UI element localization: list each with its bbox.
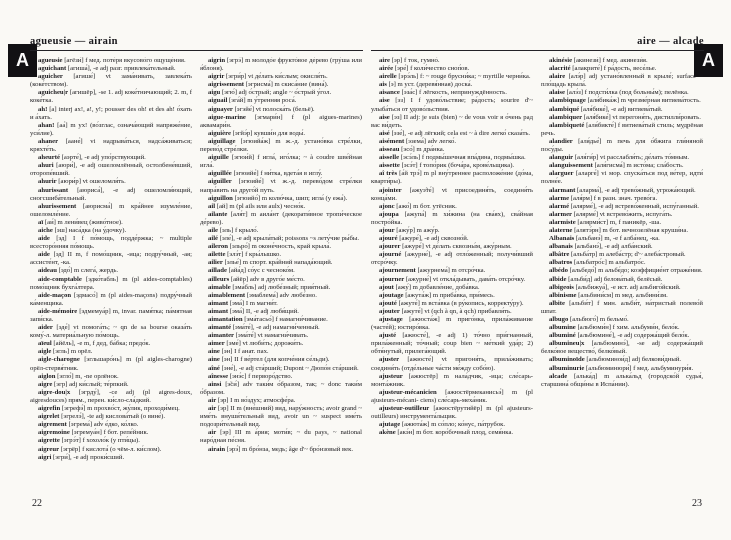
dictionary-entry: alarmiste [алярми́ст] m, f паникёр, -ша. (549, 218, 662, 226)
headword: ahurir (38, 178, 57, 186)
dictionary-entry: alambiquer [аля́бике́] vt перегоня́ть, дистилли́ровать. (549, 113, 701, 121)
dictionary-entry: aide-mémoire [эдмемуа́р] m, invar. памя́тка; па́мятная запи́ска. (30, 307, 192, 323)
dictionary-entry: ajouté [ажуте́] m вста́вка (в ру́копись, корректу́ру). (379, 299, 524, 307)
headword: aigrin (208, 57, 226, 64)
headword: albuminurie (549, 364, 585, 372)
dictionary-entry: aise [эз] I f удово́льствие; ра́дость; sourire d'~ улыба́ться от удово́льствия. (371, 97, 533, 113)
headword: ajournement (379, 267, 416, 275)
running-head-left: agueusie — airain (30, 36, 363, 51)
headword: aguichant (38, 65, 67, 73)
dictionary-entry: ahurissant [аюриса́], -e adj ошеломля́ющий, сногсшиба́тельный. (30, 186, 192, 202)
headword: aine (208, 348, 220, 356)
dictionary-entry: aide-maçon [эдмасо́] m (pl aides-maçons) подру́чный ка́менщика. (30, 291, 192, 307)
dictionary-entry: aimer [эме́] vt люби́ть; дорожи́ть. (208, 340, 304, 348)
headword: aiguayer (208, 105, 233, 113)
dictionary-entry: aisément [эзема́] adv легко́. (379, 137, 456, 145)
dictionary-entry: aiguillon [эгюийо́] m колю́чка, шип; игла́ (у ежа́). (208, 194, 348, 202)
headword: aigle (38, 348, 52, 356)
headword: albide (549, 275, 567, 283)
dictionary-entry: ailier [элье́] m спорт. кра́йний напада́ющий. (208, 259, 333, 267)
dictionary-entry: aiguillage [эгюийа́ж] m ж.-д. устано́вка стре́лки, перево́д стре́лки. (200, 137, 362, 154)
headword: alanguir (549, 154, 574, 162)
headword: aï (38, 218, 44, 226)
dictionary-entry: ailleurs [айёр] adv в друго́е ме́сто. (208, 275, 305, 283)
dictionary-entry: aide [эд] I f по́мощь, подде́ржка; ~ multiple всесторо́нняя по́мощь. (30, 235, 192, 251)
headword: ailette (208, 251, 226, 259)
dictionary-entry: aînesse [энэ́с] f перворо́дство. (208, 372, 293, 380)
dictionary-entry: ajusteur-mécanicien [ажюстёрмеканисьэ́] m (pl ajusteurs-mécani- ciens) сле́сарь-меха́ник. (371, 388, 533, 404)
dictionary-entry: aguicher [агише́] vt зама́нивать, завлека́ть (коке́тством). (30, 73, 192, 89)
headword: ah! (38, 105, 48, 113)
dictionary-entry: aileron [эльро́] m оконе́чность, край крыла́. (208, 243, 332, 251)
headword: aîné (208, 364, 220, 372)
headword: ajoupa (379, 210, 399, 218)
dictionary-entry: ajour [ажу́р] m ажу́р. (379, 226, 440, 234)
dictionary-entry: aigrement [эгрема́] adv е́дко, ко́лко. (38, 421, 139, 429)
headword: ail (208, 202, 216, 210)
dictionary-entry: agueusie [агёзи́] f мед. поте́ря вкусово́го ощуще́ния. (38, 57, 186, 64)
dictionary-entry: aiglon [эгло́] m, -ne орлёнок. (38, 372, 119, 380)
headword: aise (379, 113, 390, 121)
dictionary-entry: airelle [эрэ́ль] f: ~ rouge брусни́ка; ~ myrtille черни́ка. (379, 73, 531, 81)
headword: aigri (38, 453, 52, 461)
headword: aissette (379, 162, 400, 170)
dictionary-entry: ajuster [ажюсте́] vt пригоня́ть, прила́живать; соединя́ть (отде́льные ча́сти ме́жду собо́ю). (371, 356, 533, 372)
dictionary-entry: alaterne [алятэ́рн] m бот. вечнозелёная круши́на. (549, 226, 689, 234)
headword: alambiquage (549, 97, 586, 105)
dictionary-entry: ahuri [аюри́], -e adj ошеломлённый, остолбене́вший, оторопе́вший. (30, 162, 192, 178)
dictionary-entry: air [эр] I m во́здух; атмосфе́ра. (208, 396, 296, 404)
headword: air (208, 396, 217, 404)
headword: aiguail (208, 97, 228, 105)
headword: aî très (379, 170, 398, 178)
dictionary-entry: aigreur [эгрёр] f кислота́ (о чём-л. ки́слом). (38, 445, 162, 453)
dictionary-entry: aguicheu|r [агишёр], -se 1. adj коке́тничающий; 2. m, f коке́тка. (30, 89, 192, 105)
headword: alaterne (549, 226, 573, 234)
headword: aigrir (208, 73, 225, 81)
dictionary-entry: alambiqué [аля́бике́], -e adj витиева́тый. (549, 105, 663, 113)
dictionary-entry: aïeul [айёль], -e m, f дед, ба́бка; предо́к. (38, 340, 151, 348)
dictionary-entry: ahurissement [аюрисма́] m кра́йнее изумле́ние, ошеломле́ние. (30, 202, 192, 218)
headword: aînesse (208, 372, 229, 380)
dictionary-entry: alacrité [алакрите́] f ра́дость, весе́лье. (549, 65, 657, 73)
dictionary-entry: albumine [альбюми́н] f хим. альбуми́н, бело́к. (549, 324, 680, 332)
dictionary-entry: aigu [эгю́] adj о́стрый; angle ~ о́стрый у́гол. (208, 89, 332, 97)
headword: ahurissement (38, 202, 77, 210)
dictionary-entry: aigue-marine [эгмари́н] f (pl aigues-marines) аквамари́н. (200, 113, 362, 129)
dictionary-entry: aissette [эсэ́т] f топо́рик (боча́ра, крове́льщика). (379, 162, 515, 170)
text-column (371, 57, 533, 489)
dictionary-entry: aigrefin [эгрефэ́] m прохво́ст, жу́лик, проходи́мец. (38, 405, 180, 413)
dictionary-entry: aider [эде́] vt помога́ть; ~ qn de sa bourse оказа́ть кому́-л. материа́льную по́мощь. (30, 324, 192, 340)
dictionary-entry: aiguille [эгюи́й] f игла́, иго́лка; ~ à coudre шве́йная игла́. (200, 154, 362, 170)
dictionary-entry: ajourné [ажурне́], -e adj отло́женный; получи́вший отсро́чку. (371, 251, 533, 267)
dictionary-entry: alambiquage [аля́бика́ж] m чрезме́рная витиева́тость. (549, 97, 701, 105)
dictionary-entry: aï [аи́] m лени́вец (живо́тное). (38, 218, 123, 226)
headword: alcade (549, 372, 568, 380)
headword: aimanté (208, 324, 232, 332)
headword: ajourer (379, 243, 401, 251)
headword: albuminé (549, 332, 576, 340)
headword: aide-comptable (38, 275, 82, 283)
headword: alandier (549, 137, 573, 145)
dictionary-entry: aigrissement [эгрисма́] m скиса́ние (вина́). (208, 81, 329, 89)
headword: aide (38, 251, 50, 259)
headword: akinésie (549, 57, 573, 64)
headword: aiguiller (208, 178, 232, 186)
dictionary-entry: alaire [алэ́р] adj устано́вленный в крыле́; surface ~ пло́щадь крыла́. (541, 73, 703, 89)
headword: ailé (208, 235, 219, 243)
headword: aiguillée (208, 170, 232, 178)
headword: aimablement (208, 291, 246, 299)
dictionary-entry: aigrin [эгрэ́] m молодо́е фрукто́вое де́рево (гру́ша или я́блоня). (200, 57, 362, 73)
headword: aigu (208, 89, 221, 97)
dictionary-entry: aisselle [эсэ́ль] f подмы́шечная впа́дина, подмы́шка. (379, 154, 526, 162)
dictionary-entry: airée [эре́] f коли́чество сноп́ов. (379, 65, 470, 73)
dictionary-entry: ajouré [ажуре́], -e adj сквозно́й. (379, 235, 469, 243)
headword: aisselle (379, 154, 400, 162)
headword: airée (379, 65, 394, 73)
dictionary-entry: aiguillée [эгюийе́] f ни́тка, вдета́я в иглу́. (208, 170, 323, 178)
headword: ajouté (379, 299, 397, 307)
dictionary-entry: ajusteur [ажюстёр] m нала́дчик, -ица; сле́сарь-монта́жник. (371, 372, 533, 388)
dictionary-entry: aisseau [эсо́] m дра́нка. (379, 146, 445, 154)
dictionary-entry: ajutage [ажюта́ж] m со́пло; ко́нус, па́трубок. (379, 421, 506, 429)
dictionary-entry: alarmé [алярме́], -e adj встрево́женный, испу́ганный. (549, 202, 699, 210)
dictionary-entry: alaise [алэ́з] f подсти́лка (под больны́м); пелёнка. (549, 89, 689, 97)
dictionary-entry: ah! [а] interj ах!, а!, у!; pousser des oh! et des ah! о́хать и а́хать. (30, 105, 192, 121)
dictionary-entry: aimanté [эма́те́], -e adj намагни́ченный. (208, 324, 320, 332)
running-head-right: aire — alcade (371, 36, 704, 51)
dictionary-entry: aiguail [эга́й] m у́тренняя роса́. (208, 97, 297, 105)
headword: aimable (208, 283, 231, 291)
headword: alacrité (549, 65, 571, 73)
headword: ainsi (208, 380, 222, 388)
headword: aile (208, 226, 219, 234)
dictionary-entry: alanguissement [аля́гисма́] m исто́ма; сла́бость. (549, 162, 684, 170)
dictionary-entry: aiguayer [эгэйе́] vt полоска́ть (бельё). (208, 105, 315, 113)
headword: aguicher (38, 73, 63, 81)
headword: aiguillage (208, 137, 236, 145)
dictionary-entry: aigle-charogne [эгльшаро́нь] m (pl aigles-charogne) орёл-стервя́тник. (30, 356, 192, 372)
headword: alarmé (549, 202, 570, 210)
headword: aise (379, 97, 390, 105)
dictionary-entry: ailé [эле́], -e adj крыла́тый; poissons ~s лету́чие ры́бы. (208, 235, 360, 243)
headword: albite (549, 299, 565, 307)
headword: aigre-dou|x (38, 388, 71, 396)
headword: aigle-charogne (38, 356, 80, 364)
headword: ajourner (379, 275, 405, 283)
dictionary-entry: aimantation [эма́тасьо́] f намагни́чивание. (208, 316, 328, 323)
headword: ais (379, 81, 387, 89)
headword: aheurté (38, 154, 60, 162)
dictionary-entry: albuminoïde [альбюминои́д] adj белкови́дный. (549, 356, 682, 364)
dictionary-entry: aigre [эгр] adj ки́слый; те́рпкий. (38, 380, 129, 388)
dictionary-entry: ahaner [аане́] vi надрыва́ться, надса́живаться; кряхте́ть. (30, 137, 192, 154)
headword: ajoutage (379, 291, 404, 299)
dictionary-entry: aise [эз] II adj: je suis (bien) ~ de vous voir я о́чень рад вас ви́деть. (371, 113, 533, 129)
headword: aide (38, 235, 50, 243)
headword: alaire (549, 73, 566, 81)
headword: albâtre (549, 251, 570, 259)
headword: ajouré (379, 235, 398, 243)
dictionary-entry: ahan! [аа́] m ух! (во́зглас, означа́ющий напряже́ние, уси́лие). (30, 121, 192, 137)
headword: aillade (208, 267, 227, 275)
headword: aisseau (379, 146, 400, 154)
letter-tab-label: A (702, 50, 715, 70)
dictionary-entry: ajourner [ажурне́] vt откла́дывать, дава́ть отсро́чку. (379, 275, 526, 283)
dictionary-entry: alandier [аля́дье́] m печь для о́бжига гли́няной посу́ды. (541, 137, 703, 154)
dictionary-entry: albanais [альбанэ́], -e adj алба́нский. (549, 243, 653, 251)
headword: alarme (549, 194, 570, 202)
dictionary-entry: alanguir [аля́ги́р] vt расслабля́ть; де́лать то́мным. (549, 154, 690, 162)
headword: aisé (379, 129, 390, 137)
headword: ajusteur-outilleur (379, 405, 430, 413)
right-page (371, 36, 704, 489)
headword: ahan! (38, 121, 55, 129)
dictionary-entry: aîné [эне́], -e adj ста́рший; Dupont ~ Дюпо́н ста́рший. (208, 364, 359, 372)
dictionary-entry: aimant [эма́] II, -e adj любя́щий. (208, 307, 299, 315)
headword: aide-mémoire (38, 307, 78, 315)
headword: aimant (208, 299, 229, 307)
headword: aideau (38, 267, 57, 275)
dictionary-entry: ailante [аля́т] m аила́нт (декорати́вное тропи́ческое де́рево). (200, 210, 362, 226)
headword: alarmiste (549, 218, 576, 226)
headword: ajutage (379, 421, 401, 429)
headword: ahuri (38, 162, 54, 170)
dictionary-entry: air [эр] II m (вне́шний) вид, нару́жность; avoir grand ~ име́ть внуши́тельный вид, avoir un ~ suspect име́ть подозри́тельный вид. (200, 405, 362, 429)
headword: agueusie (38, 57, 63, 64)
dictionary-entry: aî très [а́й трэ́] m pl вну́треннее расположе́ние (до́ма, кварти́ры). (371, 170, 533, 186)
headword: ajonc (379, 202, 395, 210)
dictionary-entry: aiguière [эгйэ́р] кувши́н для воды́. (208, 129, 306, 137)
headword: albanais (549, 243, 573, 251)
headword: aider (38, 324, 53, 332)
dictionary-entry: akène [акэ́н] m бот. коро́бочный плод, семя́нка. (379, 429, 514, 437)
dictionary-entry: aigremoine [эгремуа́н] f бот. репе́йник. (38, 429, 149, 437)
headword: aigue-marine (208, 113, 246, 121)
dictionary-entry: aimable [эма́бль] adj любе́зный; прия́тный. (208, 283, 331, 291)
dictionary-entry: aigri [эгри́], -e adj проки́сший. (38, 453, 125, 461)
dictionary-entry: aillade [айа́д] со́ус с чесноко́м. (208, 267, 295, 275)
headword: aire (379, 57, 391, 64)
dictionary-entry: aigrette [эгрэ́т] f хохоло́к (у пти́цы). (38, 437, 140, 445)
headword: alanguissement (549, 162, 593, 170)
dictionary-entry: aimanter [эма́те́] vt намагни́чивать. (208, 332, 309, 340)
dictionary-entry: albatros [альбатро́с] m альбатро́с. (549, 259, 646, 267)
dictionary-entry: alarmer [алярме́] vt встрево́жить, испуга́ть. (549, 210, 673, 218)
headword: ajusteur-mécanicien (379, 388, 437, 396)
dictionary-entry: aimant [эма́] I m магни́т. (208, 299, 278, 307)
headword: aiguillon (208, 194, 233, 202)
headword: albuminoïde (549, 356, 585, 364)
headword: albugo (549, 316, 569, 323)
dictionary-entry: ajusté [ажюсте́], -e adj 1) то́чно при́гнанный, прила́женный; то́чный; coup bien ~ ме́ткий уда́р; 2) обтя́нутый, прилега́ющий. (371, 332, 533, 356)
headword: Albanais (549, 235, 575, 243)
text-column (30, 57, 192, 489)
headword: aiche (38, 226, 53, 234)
headword: aiglon (38, 372, 56, 380)
dictionary-entry: aiguiller [эгюийе́] vt ж.-д. перево́дом стре́лки напра́вить на друго́й путь. (200, 178, 362, 194)
headword: alambiqueté (549, 121, 585, 129)
dictionary-entry: aiche [эш] наса́дка (на у́дочку). (38, 226, 127, 234)
headword: aimer (208, 340, 225, 348)
headword: albumine (549, 324, 576, 332)
headword: ahurissant (38, 186, 69, 194)
dictionary-entry: ajustage [ажюста́ж] m приго́нка, прила́живание (часте́й); юстиро́вка. (371, 316, 533, 332)
dictionary-entry: airain [эрэ́] m бро́нза, медь; âge d'~ бро́нзовый век. (208, 445, 354, 453)
headword: albumineu|x (549, 340, 585, 348)
headword: albinisme (549, 291, 577, 299)
headword: aimantation (208, 316, 243, 323)
dictionary-entry: albumineu|x [альбюминэ́], -se adj содержа́щий белко́вое вещество́, белко́вый. (541, 340, 703, 356)
headword: aimant (208, 307, 229, 315)
text-column (541, 57, 703, 489)
dictionary-entry: albâtre [альба́тр] m алеба́стр; d'~ алеба́стровый. (549, 251, 686, 259)
dictionary-entry: air [эр] III m а́рия; моти́в; ~ du pays, ~ national наро́дная пе́сня. (200, 429, 362, 445)
headword: aisance (379, 89, 400, 97)
right-page-columns (371, 57, 704, 489)
dictionary-entry: aheurté [аэрте́], -e adj упо́рствующий. (38, 154, 146, 162)
dictionary-entry: albuminé [альбюмине́], -e adj содержа́щий бело́к. (549, 332, 690, 340)
headword: aigre (38, 380, 53, 388)
headword: albédo (549, 267, 568, 275)
dictionary-entry: albédo [альбедо́] m альбе́до; коэффицие́нт отраже́ния. (549, 267, 703, 275)
letter-tab-label: A (16, 50, 29, 70)
headword: albigeois (549, 283, 574, 291)
headword: alambiqué (549, 105, 580, 113)
headword: ajusteur (379, 372, 403, 380)
dictionary-entry: ajourer [ажуре́] vt де́лать сквозны́м, ажу́рным. (379, 243, 512, 251)
dictionary-entry: albide [альби́д] adj белова́тый, белёсый. (549, 275, 663, 283)
left-page (30, 36, 363, 489)
headword: ajointer (379, 186, 402, 194)
dictionary-entry: ajout [ажу́] m добавле́ние, доба́вка. (379, 283, 480, 291)
headword: alaise (549, 89, 565, 97)
headword: aileron (208, 243, 228, 251)
dictionary-entry: ajonc [ажо́] m бот. утёсник. (379, 202, 457, 210)
headword: ajouter (379, 307, 400, 315)
dictionary-entry: ahurir [аюри́р] vt ошеломля́ть. (38, 178, 126, 186)
dictionary-entry: ajournement [ажурнема́] m отсро́чка. (379, 267, 486, 275)
headword: aigrissement (208, 81, 245, 89)
headword: ahaner (38, 137, 59, 145)
headword: aimanter (208, 332, 234, 340)
dictionary-entry: aide-comptable [эдко́табль] m (pl aides-comptables) помо́щник бухга́лтера. (30, 275, 192, 291)
headword: alarguer (549, 170, 574, 178)
dictionary-entry: alambiqueté [аля́бикте́] f витиева́тый стиль; мудрёная речь. (541, 121, 703, 137)
dictionary-entry: ais [э] m уст. (деревя́нная) доска́. (379, 81, 473, 89)
dictionary-entry: aisé [эзе́], -e adj лёгкий; cela est ~ à dire легко́ сказа́ть. (379, 129, 531, 137)
headword: ajout (379, 283, 394, 291)
dictionary-entry: akinésie [акинези́] f мед. акинези́я. (549, 57, 648, 64)
headword: aguicheu|r (38, 89, 69, 97)
headword: aine (208, 356, 220, 364)
headword: ailleurs (208, 275, 230, 283)
dictionary-entry: aigrir [эгри́р] vt де́лать ки́слым; окисля́ть. (208, 73, 328, 81)
dictionary-entry: ajoutage [ажута́ж] m приба́вка, при́месь. (379, 291, 495, 299)
headword: air (208, 429, 217, 437)
headword: aigreur (38, 445, 60, 453)
page-number-left: 22 (32, 498, 42, 509)
headword: albatros (549, 259, 573, 267)
dictionary-entry: aideau [эдо́] m слега́, жердь. (38, 267, 119, 275)
dictionary-entry: Albanais [альбанэ́] m, -e f алба́нец, -ка. (549, 235, 660, 243)
headword: airain (208, 445, 226, 453)
headword: aisément (379, 137, 405, 145)
dictionary-entry: aisance [эза́с] f лёгкость, непринуждённость. (379, 89, 507, 97)
dictionary-entry: albuminurie [альбюминюри́] f мед. альбуминури́я. (549, 364, 694, 372)
dictionary-entry: alarguer [аларге́] vi мор. спуска́ться под ве́тер, идти́ полне́е. (541, 170, 703, 186)
dictionary-entry: aine [эн] I f анат. пах. (208, 348, 269, 356)
dictionary-entry: ajusteur-outilleur [ажюстёрутийёр] m (pl ajusteurs-outilleurs) инструмента́льщик. (371, 405, 533, 421)
dictionary-entry: aigle [эгль] m орёл. (38, 348, 93, 356)
headword: aide-maçon (38, 291, 72, 299)
headword: ajusté (379, 332, 397, 340)
dictionary-entry: albite [альби́т] f мин. альби́т, на́тристый полево́й шпат. (541, 299, 703, 315)
headword: ailier (208, 259, 223, 267)
dictionary-entry: albugo [альбюго́] m бельмо́. (549, 316, 629, 323)
dictionary-entry: alarme [аля́рм] f в разн. знач. трево́га. (549, 194, 658, 202)
headword: ajour (379, 226, 395, 234)
headword: aïeul (38, 340, 52, 348)
dictionary-entry: alarmant [аларма́], -e adj трево́жный, угрожа́ющий. (549, 186, 696, 194)
dictionary-entry: aigrelet [эгрелэ́], -te adj кислова́тый (о вине́). (38, 413, 166, 421)
headword: aigrement (38, 421, 67, 429)
dictionary-entry: aide [эд] II m, f помо́щник, -ица; подру́чный, -ая; ассисте́нт, -ка. (30, 251, 192, 267)
headword: ajourné (379, 251, 402, 259)
headword: airelle (379, 73, 397, 81)
headword: ajuster (379, 356, 400, 364)
dictionary-entry: ailette [элэ́т] f кры́лышко. (208, 251, 282, 259)
headword: alarmant (549, 186, 576, 194)
left-page-columns (30, 57, 363, 489)
dictionary-entry: aire [эр] f ток, гумно́. (379, 57, 440, 64)
dictionary-entry: ajouter [ажуте́] vt (qch à qn, à qch) прибавля́ть. (379, 307, 512, 315)
headword: aiguille (208, 154, 229, 162)
headword: akène (379, 429, 396, 437)
dictionary-entry: ail [ай] m (pl ails или aulx) чесно́к. (208, 202, 306, 210)
headword: aigrefin (38, 405, 61, 413)
headword: alambiquer (549, 113, 583, 121)
dictionary-entry: alcade [алька́д] m алька́льд (городско́й судья́, старшина́ общи́ны в Испа́нии). (541, 372, 703, 388)
headword: aigremoine (38, 429, 70, 437)
dictionary-entry: aine [эн] II f ве́ртел (для копче́ния се́льди). (208, 356, 330, 364)
headword: air (208, 405, 217, 413)
dictionary-entry: aile [эль] f крыло́. (208, 226, 259, 234)
dictionary-entry: aguichant [агиша́], -e adj разг. привлека́тельный. (38, 65, 176, 73)
text-column (200, 57, 362, 489)
dictionary-entry: albigeois [альбижуа́], -e ист. adj альбиго́йский. (549, 283, 681, 291)
dictionary-entry: ajoupa [ажупа́] m хи́жина (на сва́ях), сва́йная постро́йка. (371, 210, 533, 226)
headword: ajustage (379, 316, 403, 323)
page-number-right: 23 (692, 498, 702, 509)
headword: aigrette (38, 437, 60, 445)
dictionary-entry: ajointer [ажуэ̃те́] vt присоединя́ть, соединя́ть конца́ми. (371, 186, 533, 202)
dictionary-entry: albinisme [альбини́см] m мед. альбини́зм. (549, 291, 668, 299)
headword: ailante (208, 210, 228, 218)
headword: aigrelet (38, 413, 60, 421)
headword: alarmer (549, 210, 573, 218)
dictionary-entry: aimablement [эмаблема́] adv любе́зно. (208, 291, 317, 299)
dictionary-entry: ainsi [э̃си́] adv таки́м о́бразом, так; ~ donc таки́м о́бразом. (200, 380, 362, 396)
dictionary-entry: aigre-dou|x [эгрду́], -ce adj (pl aigres-doux, aigresdouces) прям., перен. ки́сло-сла́дкий. (30, 388, 192, 404)
headword: aiguière (208, 129, 231, 137)
